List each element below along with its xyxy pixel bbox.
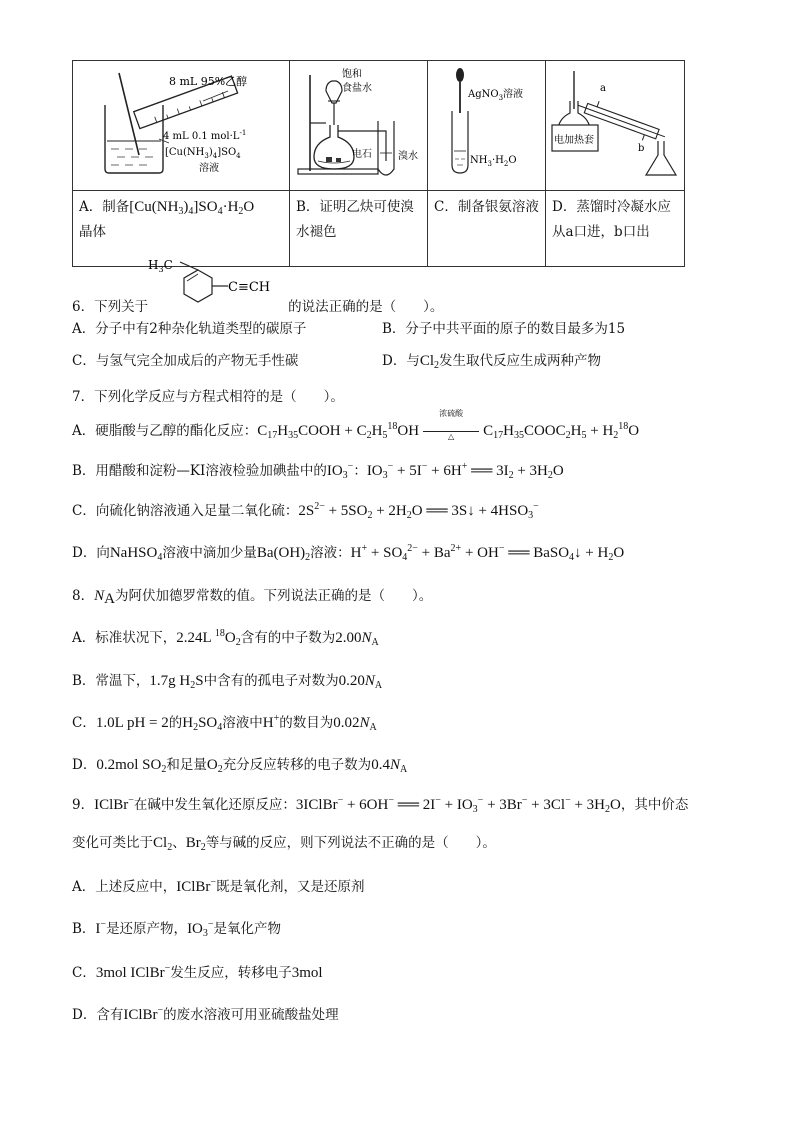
bromine-label: 溴水 (398, 151, 418, 162)
caption-b: B．证明乙炔可使溴水褪色 (290, 191, 428, 267)
ammonia-label: $NH_3\cdot H_2O$ (470, 155, 517, 168)
apparatus-a-figure (73, 61, 290, 191)
q6-option-a: A．分子中有2种杂化轨道类型的碳原子 (72, 321, 307, 337)
inlet-a-label: a (600, 83, 606, 94)
q6-alkyne-label: C≡CH (228, 280, 271, 295)
apparatus-a-drawing (73, 61, 289, 186)
q6-option-c: C．与氢气完全加成后的产物无手性碳 (72, 353, 299, 369)
q9-stem: 9．IClBr−在碱中发生氧化还原反应：3IClBr− + 6OH− ══ $2I^- + IO_3^- + 3Br^- + 3Cl^- + 3H_2O$，其中价态 (72, 795, 689, 815)
q8-option-b: B．常温下，1.7g $H_2S$中含有的孤电子对数为$0.20N_A$ (72, 673, 383, 691)
q7-condition: 浓硫酸 (439, 409, 464, 418)
apparatus-table (72, 60, 685, 267)
brine-label-1: 饱和 (342, 69, 362, 80)
q7-option-c: C．向硫化钠溶液通入足量二氧化硫：$2S^{2-} + 5SO_2 + 2H_2O$ ══ 3S↓ + $4HSO_3^-$ (72, 501, 539, 521)
apparatus-d-drawing (546, 61, 684, 186)
agno3-label: AgNO$_3$溶液 (468, 89, 524, 102)
q8-option-a: A．标准状况下，2.24L $^{18}O_2$含有的中子数为$2.00N_A$ (72, 628, 379, 648)
ethanol-label: 8 mL 95%乙醇 (169, 75, 248, 88)
outlet-b-label: b (638, 143, 645, 154)
apparatus-c-drawing (428, 61, 545, 186)
apparatus-c-figure (428, 61, 546, 191)
complex-label: $[Cu(NH_3)_4]SO_4$ (165, 147, 241, 160)
q6-stem: 6．下列关于 的说法正确的是（ ）。 (72, 299, 444, 315)
q9-option-b: B．I−是还原产物，$IO_3^-$是氧化产物 (72, 919, 282, 939)
q6-option-b: B．分子中共平面的原子的数目最多为15 (382, 321, 626, 337)
q7-heat-symbol: △ (448, 432, 455, 441)
q8-option-d: D．0.2mol $SO_2$和足量$O_2$充分反应转移的电子数为$0.4N_A$ (72, 757, 408, 775)
q9-stem-line2: 变化可类比于$Cl_2$、$Br_2$等与碱的反应，则下列说法不正确的是（ ）。 (72, 835, 496, 853)
q8-option-c: C．1.0L pH = 2的$H_2SO_4$溶液中H+的数目为$0.02N_A$ (72, 713, 377, 733)
q7-option-a: A．硬脂酸与乙醇的酯化反应：$C_{17}H_{35}COOH + C_2H_5^{18}OH$ 浓硫酸 △ $C_{17}H_{35}COOC_2H_5 + H_2^{18}O$ (72, 409, 640, 441)
solution-label: 溶液 (199, 163, 219, 174)
caption-d: D．蒸馏时冷凝水应从a口进，b口出 (546, 191, 685, 267)
q7-option-b: B．用醋酸和淀粉—KI溶液检验加碘盐中的$IO_3^-$：$IO_3^- + 5I^- + 6H^+$ ══ $3I_2 + 3H_2O$ (72, 461, 564, 481)
heater-label: 电加热套 (554, 135, 594, 146)
q6-methyl-label: $H_3C$ (148, 258, 173, 274)
q9-option-a: A．上述反应中，IClBr−既是氧化剂，又是还原剂 (72, 877, 365, 895)
q6-option-d: D．与$Cl_2$发生取代反应生成两种产物 (382, 353, 602, 371)
conc-label: 4 mL 0.1 $mol\cdot L^{-1}$ (163, 129, 247, 142)
apparatus-b-drawing (290, 61, 427, 186)
q7-option-d: D．向NaHSO$_4$溶液中滴加少量$Ba(OH)_2$溶液：$H^+ + SO_4^{2-} + Ba^{2+} + OH^-$ ══ BaSO$_4$↓ + $H_2O$ (72, 543, 625, 563)
brine-label-2: 食盐水 (342, 83, 372, 94)
q9-option-c: C．3mol IClBr−发生反应，转移电子3mol (72, 963, 323, 981)
q8-stem: 8．$N_A$为阿伏加德罗常数的值。下列说法正确的是（ ）。 (72, 588, 433, 607)
q7-stem: 7．下列化学反应与方程式相符的是（ ）。 (72, 389, 344, 405)
carbide-label: 电石 (352, 149, 372, 160)
apparatus-d-figure (546, 61, 685, 191)
caption-a: A．制备$[Cu(NH_3)_4]SO_4\cdot H_2O$ 晶体 (73, 191, 290, 267)
caption-c: C．制备银氨溶液 (428, 191, 546, 267)
apparatus-b-figure (290, 61, 428, 191)
q9-option-d: D．含有IClBr−的废水溶液可用亚硫酸盐处理 (72, 1005, 339, 1023)
